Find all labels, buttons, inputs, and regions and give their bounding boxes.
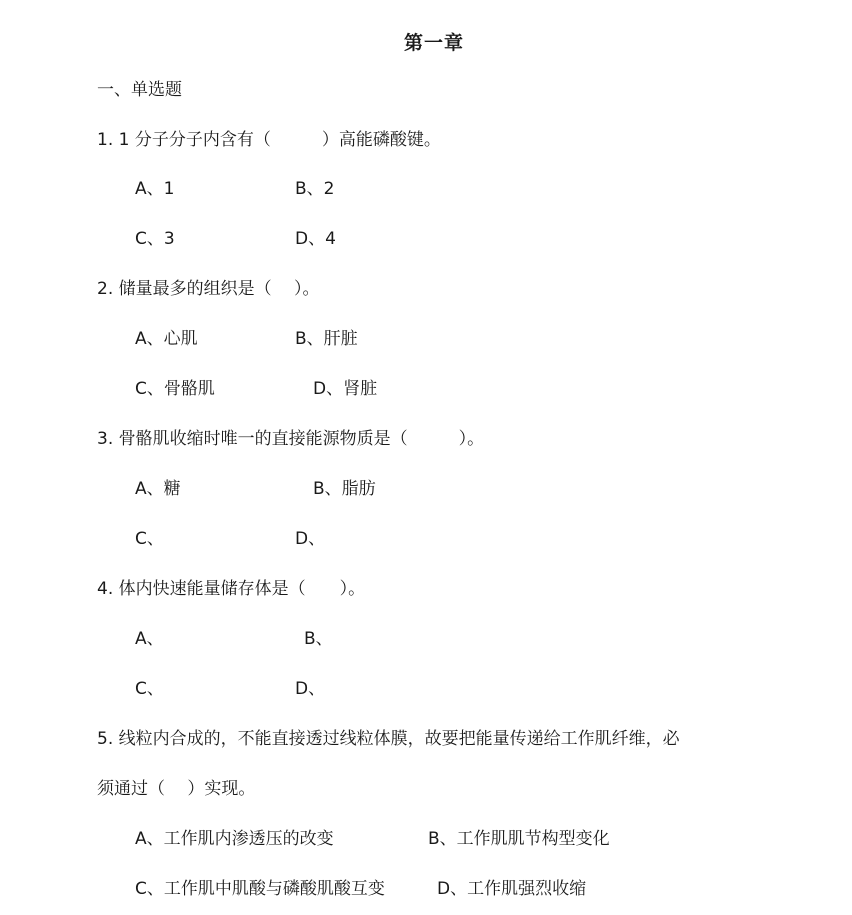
section-title: 一、单选题: [97, 80, 182, 100]
question-5-stem-line-1: 5. 线粒内合成的，不能直接透过线粒体膜，故要把能量传递给工作肌纤维，必: [97, 729, 680, 749]
question-2-option-a: A、心肌: [135, 329, 198, 349]
question-1-option-c: C、3: [135, 229, 175, 249]
question-3-option-c: C、: [135, 529, 164, 549]
question-4-option-d: D、: [295, 679, 326, 699]
question-5-option-a: A、工作肌内渗透压的改变: [135, 829, 334, 849]
question-5-option-c: C、工作肌中肌酸与磷酸肌酸互变: [135, 879, 385, 899]
question-1-option-b: B、2: [295, 179, 335, 199]
question-4-option-c: C、: [135, 679, 164, 699]
question-4-option-b: B、: [304, 629, 333, 649]
question-3-stem: 3. 骨骼肌收缩时唯一的直接能源物质是（ ）。: [97, 429, 485, 449]
question-2-option-c: C、骨骼肌: [135, 379, 215, 399]
question-2-stem: 2. 储量最多的组织是（ ）。: [97, 279, 320, 299]
question-4-stem: 4. 体内快速能量储存体是（ ）。: [97, 579, 366, 599]
question-5-stem-line-2: 须通过（ ）实现。: [97, 779, 256, 799]
question-5-option-d: D、工作肌强烈收缩: [437, 879, 587, 899]
question-3-option-b: B、脂肪: [313, 479, 376, 499]
question-5-option-b: B、工作肌肌节构型变化: [428, 829, 610, 849]
question-4-option-a: A、: [135, 629, 164, 649]
question-1-stem: 1. 1 分子分子内含有（ ）高能磷酸键。: [97, 130, 441, 150]
question-3-option-a: A、糖: [135, 479, 181, 499]
chapter-title: 第一章: [403, 32, 464, 54]
question-3-option-d: D、: [295, 529, 326, 549]
question-1-option-d: D、4: [295, 229, 336, 249]
question-2-option-d: D、肾脏: [313, 379, 378, 399]
question-1-option-a: A、1: [135, 179, 175, 199]
question-2-option-b: B、肝脏: [295, 329, 358, 349]
